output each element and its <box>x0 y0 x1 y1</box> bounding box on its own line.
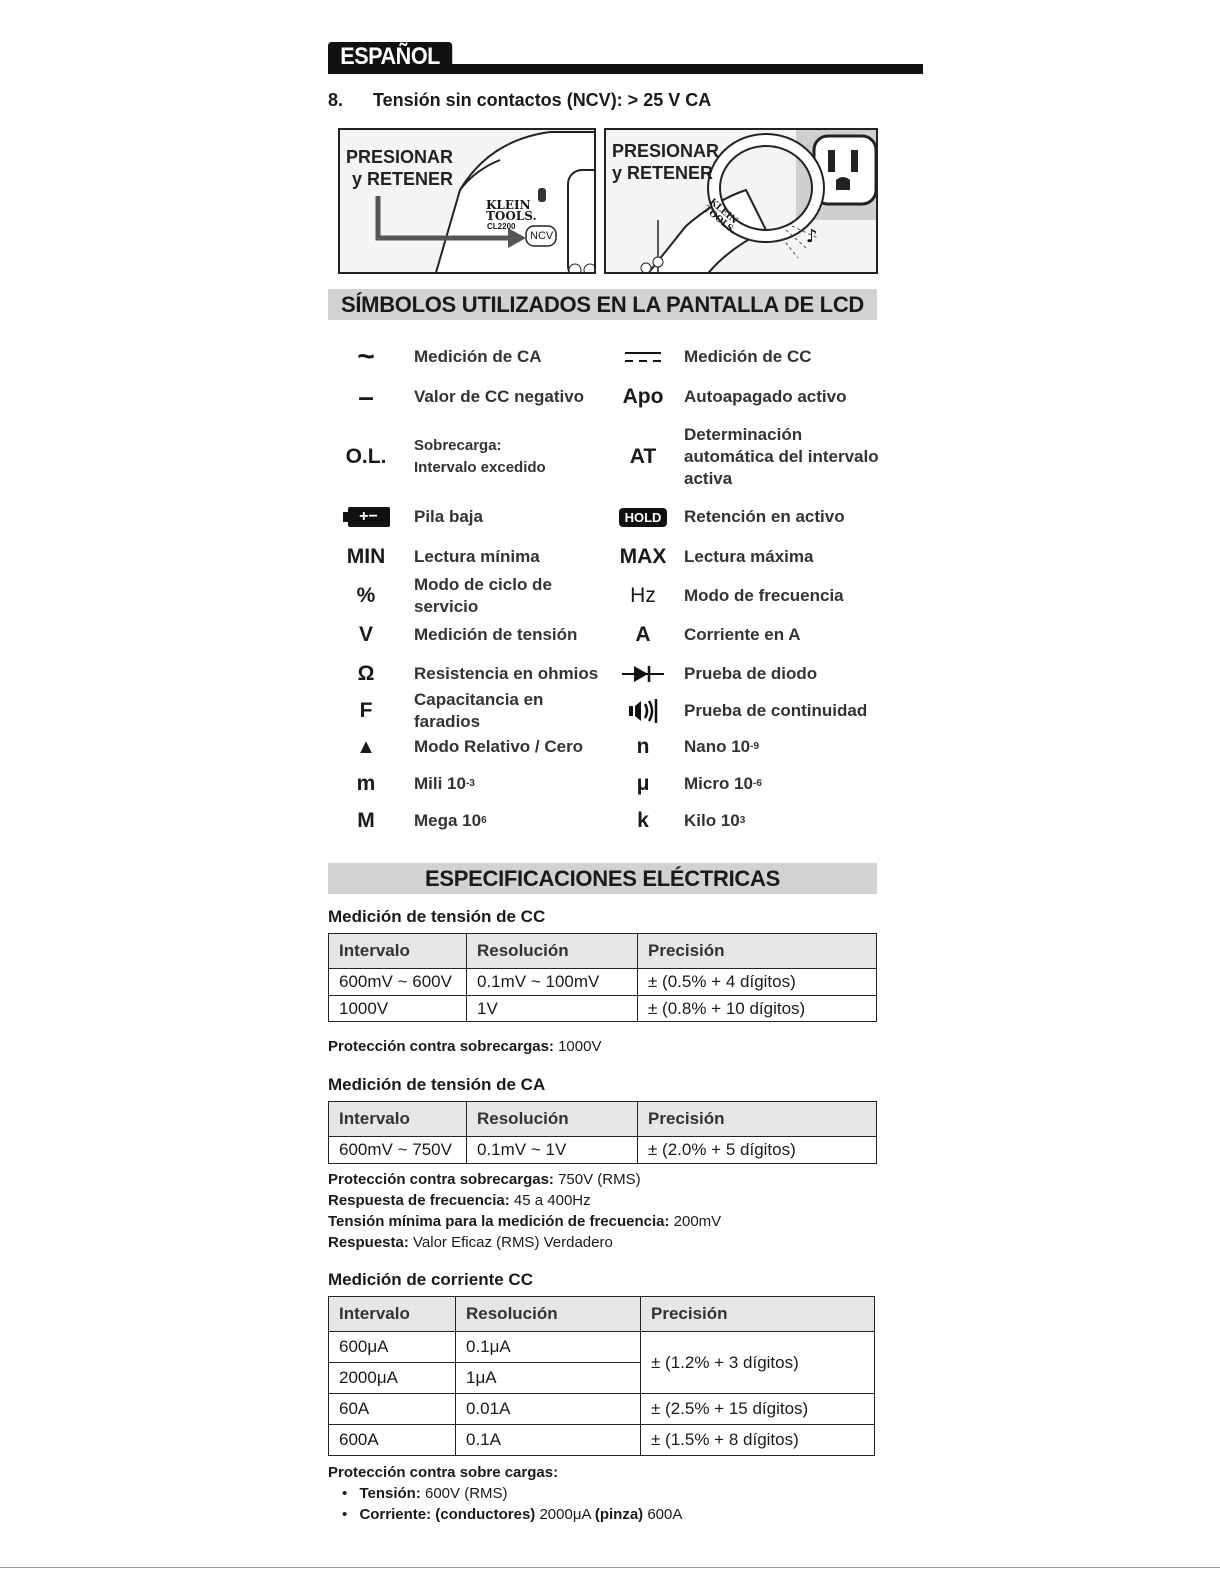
table-row <box>329 996 877 1022</box>
symbol-row <box>328 377 888 417</box>
amp-icon: A <box>635 623 651 646</box>
note-value: 1000V <box>553 1038 602 1055</box>
symbol-desc: Resistencia en ohmios <box>414 664 599 683</box>
desc-line-1: Sobrecarga: <box>414 437 502 454</box>
table-cell: 600mV ~ 750V <box>329 1137 467 1164</box>
brand-logo: KLEIN TOOLS. <box>701 197 740 237</box>
symbol-desc: Valor de CC negativo <box>414 387 585 406</box>
ncv-illustration-outlet <box>604 128 878 274</box>
specs-heading: ESPECIFICACIONES ELÉCTRICAS <box>328 863 877 894</box>
diode-icon <box>614 654 672 694</box>
table-cell: ± (1.2% + 3 dígitos) <box>641 1332 875 1394</box>
label-line-2: y RETENER <box>612 163 714 183</box>
desc-text: Micro 10 <box>684 774 753 793</box>
press-hold-label-2 <box>612 140 719 184</box>
table-cell: ± (0.8% + 10 dígitos) <box>638 996 877 1022</box>
desc-exponent: 3 <box>739 815 746 826</box>
col-header: Resolución <box>467 934 638 969</box>
apo-icon: Apo <box>622 385 664 408</box>
desc-text: Nano 10 <box>684 737 751 756</box>
symbol-desc: Modo Relativo / Cero <box>414 737 584 756</box>
negative-icon: – <box>358 381 374 412</box>
bullet-label: (pinza) <box>594 1506 644 1523</box>
symbol-desc <box>414 801 614 841</box>
table-cell: 600A <box>329 1425 456 1456</box>
note-label: Respuesta de frecuencia: <box>328 1192 510 1209</box>
note-label: Protección contra sobrecargas: <box>328 1171 554 1188</box>
desc-line-3: activa <box>684 469 733 488</box>
label-line-1: PRESIONAR <box>346 147 454 167</box>
bullet-label: Tensión: <box>359 1485 421 1502</box>
table-cell: 600mV ~ 600V <box>329 969 467 996</box>
symbol-row <box>328 497 888 537</box>
symbol-row <box>328 576 888 616</box>
page-bottom-rule <box>0 1567 1220 1568</box>
note-value: Valor Eficaz (RMS) Verdadero <box>408 1234 613 1251</box>
symbol-desc: Capacitancia en faradios <box>414 690 544 731</box>
symbol-desc: Prueba de continuidad <box>684 701 868 720</box>
col-header: Resolución <box>456 1297 641 1332</box>
symbol-desc <box>684 727 884 767</box>
volt-icon: V <box>358 623 373 646</box>
dcv-table <box>328 933 877 1022</box>
table-cell: 0.1μA <box>456 1332 641 1363</box>
acv-note <box>328 1233 613 1253</box>
brand-logo: KLEIN TOOLS. <box>486 198 537 223</box>
acv-title: Medición de tensión de CA <box>328 1075 546 1094</box>
symbol-desc <box>684 801 884 841</box>
col-header: Precisión <box>638 1102 877 1137</box>
desc-text: Mili 10 <box>414 774 466 793</box>
auto-range-icon: AT <box>629 445 657 468</box>
section-title: Tensión sin contactos (NCV): > 25 V CA <box>373 90 712 110</box>
symbol-desc: Medición de CA <box>414 347 542 366</box>
micro-icon: μ <box>636 772 650 795</box>
acv-table <box>328 1101 877 1164</box>
continuity-icon <box>614 691 672 731</box>
table-row <box>329 1137 877 1164</box>
ncv-illustration-meter <box>338 128 596 274</box>
desc-exponent: 6 <box>481 815 487 826</box>
symbol-desc: Medición de CC <box>684 347 812 366</box>
table-cell: 0.1A <box>456 1425 641 1456</box>
desc-line-1: Determinación <box>684 425 803 444</box>
table-cell: 0.1mV ~ 1V <box>467 1137 638 1164</box>
label-line-2: y RETENER <box>352 169 454 189</box>
dca-protection-title <box>328 1463 558 1483</box>
symbol-desc: Medición de tensión <box>414 625 578 644</box>
desc-exponent: -9 <box>750 741 760 752</box>
battery-icon: +− <box>336 497 396 537</box>
relative-icon: ▲ <box>356 735 376 758</box>
desc-text: Mega 10 <box>414 811 482 830</box>
table-cell: 0.01A <box>456 1394 641 1425</box>
symbol-desc: Modo de ciclo de servicio <box>414 575 552 616</box>
symbol-desc: Lectura mínima <box>414 547 540 566</box>
ohm-icon: Ω <box>357 662 375 685</box>
acv-note <box>328 1191 591 1211</box>
symbol-desc: Autoapagado activo <box>684 387 847 406</box>
symbol-row <box>328 615 888 655</box>
symbol-desc <box>684 764 884 804</box>
table-row <box>329 969 877 996</box>
symbol-desc: Modo de frecuencia <box>684 586 844 605</box>
symbol-row <box>328 423 888 491</box>
symbol-row <box>328 537 888 577</box>
symbol-desc: Prueba de diodo <box>684 664 818 683</box>
col-header: Intervalo <box>329 934 467 969</box>
bullet-item <box>342 1505 682 1525</box>
bullet-value: 2000μA <box>535 1506 595 1523</box>
table-cell: 0.1mV ~ 100mV <box>467 969 638 996</box>
kilo-icon: k <box>637 809 649 832</box>
bullet-item <box>342 1484 508 1504</box>
min-icon: MIN <box>346 545 386 568</box>
col-header: Intervalo <box>329 1102 467 1137</box>
desc-text: Kilo 10 <box>684 811 740 830</box>
note-value: 750V (RMS) <box>553 1171 641 1188</box>
note-value: 200mV <box>669 1213 722 1230</box>
note-label: Tensión mínima para la medición de frecuencia: <box>328 1213 670 1230</box>
symbols-heading: SÍMBOLOS UTILIZADOS EN LA PANTALLA DE LCD <box>328 289 877 320</box>
table-cell: 1μA <box>456 1363 641 1394</box>
nano-icon: n <box>636 735 650 758</box>
hold-icon: HOLD <box>614 497 672 537</box>
overload-icon: O.L. <box>345 445 387 468</box>
bullet-value: 600V (RMS) <box>420 1485 508 1502</box>
symbol-desc <box>414 423 614 491</box>
symbol-row <box>328 654 888 694</box>
table-cell: 1V <box>467 996 638 1022</box>
svg-text:♪: ♪ <box>806 226 818 247</box>
note-value: 45 a 400Hz <box>509 1192 591 1209</box>
section-8-heading <box>328 90 711 111</box>
symbol-desc <box>414 764 614 804</box>
bullet-label: Corriente: (conductores) <box>359 1506 536 1523</box>
col-header: Resolución <box>467 1102 638 1137</box>
table-row <box>329 1394 875 1425</box>
dcv-title: Medición de tensión de CC <box>328 907 546 926</box>
language-tab: ESPAÑOL <box>328 42 452 72</box>
symbol-desc: Pila baja <box>414 507 483 526</box>
percent-icon: % <box>356 584 376 607</box>
col-header: Precisión <box>641 1297 875 1332</box>
symbol-row <box>328 691 888 731</box>
press-hold-label-1 <box>346 146 453 190</box>
symbol-desc <box>684 423 884 491</box>
ac-icon: ~ <box>357 340 375 373</box>
symbol-row <box>328 337 888 377</box>
section-number: 8. <box>328 90 344 110</box>
note-label: Respuesta: <box>328 1234 409 1251</box>
farad-icon: F <box>359 699 373 722</box>
symbol-desc: Corriente en A <box>684 625 801 644</box>
acv-note <box>328 1212 721 1232</box>
label-line-1: PRESIONAR <box>612 141 720 161</box>
mega-icon: M <box>357 809 375 832</box>
dca-title: Medición de corriente CC <box>328 1270 533 1289</box>
desc-exponent: -3 <box>465 778 475 789</box>
table-row <box>329 1332 875 1363</box>
table-header-row <box>329 934 877 969</box>
hz-icon: Hz <box>630 584 656 607</box>
symbol-row <box>328 764 888 804</box>
acv-note <box>328 1170 641 1190</box>
table-header-row <box>329 1102 877 1137</box>
dc-icon <box>614 337 672 377</box>
table-cell: ± (2.0% + 5 dígitos) <box>638 1137 877 1164</box>
milli-icon: m <box>356 772 376 795</box>
col-header: Intervalo <box>329 1297 456 1332</box>
table-cell: 1000V <box>329 996 467 1022</box>
table-cell: 2000μA <box>329 1363 456 1394</box>
symbol-desc: Retención en activo <box>684 507 845 526</box>
desc-line-2: automática del intervalo <box>684 447 879 466</box>
note-label: Protección contra sobre cargas: <box>328 1464 559 1481</box>
model-label: CL2200 <box>487 222 516 231</box>
bullet-value: 600A <box>643 1506 683 1523</box>
symbol-row <box>328 727 888 767</box>
ncv-button-label: NCV <box>530 230 554 242</box>
dcv-protection-note <box>328 1037 601 1057</box>
max-icon: MAX <box>619 545 667 568</box>
table-cell: 600μA <box>329 1332 456 1363</box>
desc-exponent: -6 <box>752 778 762 789</box>
table-cell: 60A <box>329 1394 456 1425</box>
table-row <box>329 1425 875 1456</box>
table-cell: ± (1.5% + 8 dígitos) <box>641 1425 875 1456</box>
table-header-row <box>329 1297 875 1332</box>
table-cell: ± (2.5% + 15 dígitos) <box>641 1394 875 1425</box>
note-label: Protección contra sobrecargas: <box>328 1038 554 1055</box>
dca-table <box>328 1296 875 1456</box>
table-cell: ± (0.5% + 4 dígitos) <box>638 969 877 996</box>
desc-line-2: Intervalo excedido <box>414 459 546 476</box>
col-header: Precisión <box>638 934 877 969</box>
symbol-desc: Lectura máxima <box>684 547 814 566</box>
symbol-row <box>328 801 888 841</box>
